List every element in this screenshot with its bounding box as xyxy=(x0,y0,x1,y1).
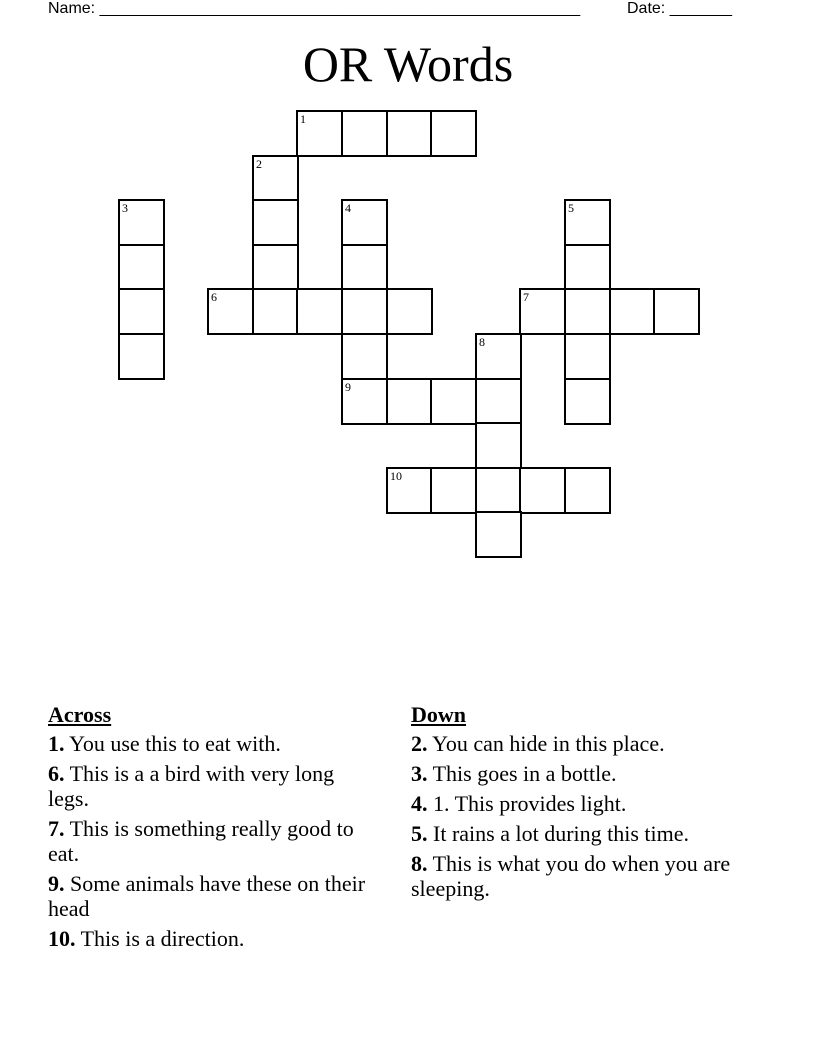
grid-cell[interactable] xyxy=(118,199,165,246)
grid-cell[interactable] xyxy=(386,467,433,514)
grid-cell[interactable] xyxy=(430,110,477,157)
clue-number: 2. xyxy=(411,731,428,756)
grid-cell[interactable] xyxy=(609,288,656,335)
grid-cell[interactable] xyxy=(252,244,299,291)
grid-cell[interactable] xyxy=(118,244,165,291)
clue-number: 7. xyxy=(48,816,65,841)
grid-cell[interactable] xyxy=(252,199,299,246)
grid-cell[interactable] xyxy=(252,155,299,202)
clue-number-label: 3 xyxy=(122,201,128,215)
grid-cell[interactable] xyxy=(475,333,522,380)
grid-cell[interactable] xyxy=(653,288,700,335)
grid-cell[interactable] xyxy=(341,110,388,157)
clue-text: 1. This provides light. xyxy=(427,791,627,816)
name-field-label: Name: ______________________________________________________ xyxy=(48,0,581,17)
grid-cell[interactable] xyxy=(118,288,165,335)
across-clues xyxy=(48,702,378,956)
across-clue-10 xyxy=(48,926,378,951)
clue-text: You can hide in this place. xyxy=(427,731,665,756)
page-title: OR Words xyxy=(302,36,514,92)
across-heading: Across xyxy=(48,702,112,727)
clue-text: It rains a lot during this time. xyxy=(427,821,690,846)
across-clue-9 xyxy=(48,871,378,921)
grid-cell[interactable] xyxy=(341,333,388,380)
clue-number-label: 1 xyxy=(300,112,306,126)
grid-cell[interactable] xyxy=(341,288,388,335)
clue-number-label: 2 xyxy=(256,157,262,171)
grid-cell[interactable] xyxy=(475,467,522,514)
clue-text: This is what you do when you are sleeping. xyxy=(411,851,731,901)
clue-number-label: 6 xyxy=(211,290,217,304)
clue-number-label: 8 xyxy=(479,335,485,349)
down-clue-5 xyxy=(411,821,751,846)
grid-cell[interactable] xyxy=(207,288,254,335)
down-clue-4 xyxy=(411,791,751,816)
grid-cell[interactable] xyxy=(430,378,477,425)
clue-text: You use this to eat with. xyxy=(64,731,281,756)
grid-cell[interactable] xyxy=(430,467,477,514)
clue-number-label: 7 xyxy=(523,290,529,304)
grid-cell[interactable] xyxy=(386,110,433,157)
clue-text: This goes in a bottle. xyxy=(427,761,617,786)
down-clue-8 xyxy=(411,851,751,901)
grid-cell[interactable] xyxy=(519,288,566,335)
grid-cell[interactable] xyxy=(386,378,433,425)
clue-number: 3. xyxy=(411,761,428,786)
clue-text: This is a direction. xyxy=(75,926,245,951)
clue-number-label: 4 xyxy=(345,201,351,215)
grid-cell[interactable] xyxy=(252,288,299,335)
grid-cell[interactable] xyxy=(519,467,566,514)
clue-text: Some animals have these on their head xyxy=(48,871,366,921)
clue-number-label: 9 xyxy=(345,380,351,394)
clue-number: 1. xyxy=(48,731,65,756)
clue-number: 9. xyxy=(48,871,65,896)
grid-cell[interactable] xyxy=(341,378,388,425)
grid-cell[interactable] xyxy=(475,378,522,425)
grid-cell[interactable] xyxy=(475,511,522,558)
down-heading: Down xyxy=(411,702,467,727)
grid-cell[interactable] xyxy=(564,199,611,246)
clue-number: 10. xyxy=(48,926,76,951)
clue-number-label: 5 xyxy=(568,201,574,215)
grid-cell[interactable] xyxy=(386,288,433,335)
date-field-label: Date: _______ xyxy=(627,0,732,17)
grid-cell[interactable] xyxy=(296,288,343,335)
clue-number: 5. xyxy=(411,821,428,846)
grid-cell[interactable] xyxy=(341,244,388,291)
clue-number: 4. xyxy=(411,791,428,816)
grid-cell[interactable] xyxy=(564,244,611,291)
clue-number: 8. xyxy=(411,851,428,876)
grid-cell[interactable] xyxy=(475,422,522,469)
grid-cell[interactable] xyxy=(341,199,388,246)
grid-cell[interactable] xyxy=(296,110,343,157)
clue-number: 6. xyxy=(48,761,65,786)
across-clue-6 xyxy=(48,761,378,811)
grid-cell[interactable] xyxy=(564,467,611,514)
grid-cell[interactable] xyxy=(564,378,611,425)
clue-number-label: 10 xyxy=(390,469,402,483)
grid-cell[interactable] xyxy=(564,333,611,380)
across-clue-7 xyxy=(48,816,378,866)
clue-text: This is something really good to eat. xyxy=(48,816,354,866)
clue-text: This is a a bird with very long legs. xyxy=(48,761,335,811)
down-clues xyxy=(411,702,751,906)
down-clue-3 xyxy=(411,761,751,786)
down-clue-2 xyxy=(411,731,751,756)
grid-cell[interactable] xyxy=(118,333,165,380)
grid-cell[interactable] xyxy=(564,288,611,335)
across-clue-1 xyxy=(48,731,378,756)
